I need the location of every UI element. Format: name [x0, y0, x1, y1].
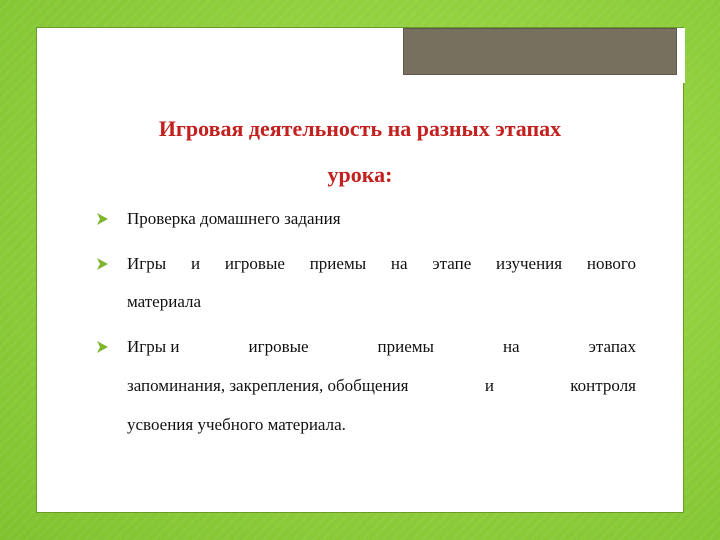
bullet-3-word: Игры и — [127, 337, 180, 356]
bullet-2-word: изучения — [496, 254, 563, 273]
bullet-2-word: Игры — [127, 254, 167, 273]
bullet-3-word: и — [484, 376, 494, 395]
bullet-2-word: этапе — [432, 254, 472, 273]
bullet-2-word: и — [190, 254, 201, 273]
bullet-3-line-3: усвоения учебного материала. — [127, 415, 346, 434]
bullet-3-line-1 — [127, 337, 636, 357]
decorative-tab — [395, 28, 685, 83]
triangle-right-bullet-icon — [95, 340, 109, 354]
bullet-2-line-1 — [127, 254, 636, 274]
decorative-tab-inner — [403, 28, 677, 75]
triangle-right-bullet-icon — [95, 257, 109, 271]
bullet-3-word: приемы — [377, 337, 434, 356]
bullet-2-word: нового — [586, 254, 636, 273]
bullet-3-word: игровые — [248, 337, 309, 356]
bullet-3-line-2 — [127, 376, 636, 396]
bullet-2-word: игровые — [224, 254, 285, 273]
triangle-right-bullet-icon — [95, 212, 109, 226]
bullet-2-word: на — [390, 254, 408, 273]
slide-title-line-1: Игровая деятельность на разных этапах — [158, 116, 562, 141]
bullet-3-word: запоминания, закрепления, обобщения — [127, 376, 409, 395]
slide-title-line-2: урока: — [327, 162, 393, 187]
bullet-3-word: на — [502, 337, 520, 356]
bullet-3-word: этапах — [588, 337, 636, 356]
bullet-2-line-2: материала — [127, 292, 202, 311]
bullet-3-word: контроля — [570, 376, 636, 395]
bullet-2-word: приемы — [309, 254, 367, 273]
bullet-1-text: Проверка домашнего задания — [127, 209, 341, 228]
